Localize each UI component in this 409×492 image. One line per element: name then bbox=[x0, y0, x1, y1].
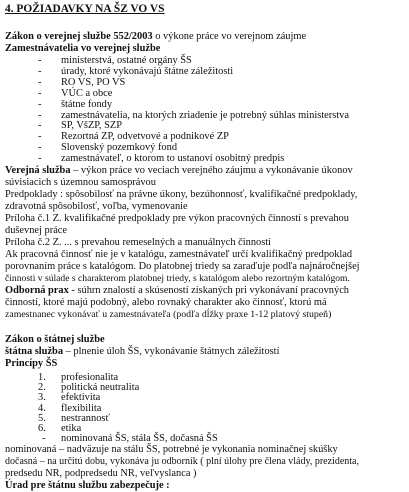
employer-item: ministerstvá, ostatné orgány ŠS bbox=[61, 55, 192, 66]
nom-line2: dočasná – na určitú dobu, vykonáva ju odborník ( plní úlohy pre člena vlády, prezidenta, bbox=[5, 456, 359, 467]
employer-item: VÚC a obce bbox=[61, 87, 113, 99]
p1-line2: súvisiacich s územnou samosprávou bbox=[5, 177, 156, 188]
principle-item: nominovaná ŠS, stála ŠS, dočasná ŠS bbox=[61, 433, 218, 445]
p5-line1: Ak pracovná činnosť nie je v katalógu, zamestnávateľ určí kvalifikačný predpoklad bbox=[5, 249, 353, 260]
employers-title: Zamestnávatelia vo verejnej službe bbox=[5, 43, 161, 54]
dash-bullet: - bbox=[38, 87, 42, 99]
law1-title-rest: o výkone práce vo verejnom záujme bbox=[152, 31, 307, 42]
ss-term: štátna služba bbox=[5, 346, 64, 357]
p6-term: Odborná prax bbox=[5, 285, 69, 296]
nom-line1: nominovaná – nadväzuje na stálu ŠS, potrebné je vykonania nominačnej skúšky bbox=[5, 444, 338, 455]
dash-bullet: - bbox=[38, 142, 42, 154]
p3-line1: Príloha č.1 Z. kvalifikačné predpoklady pre výkon pracovných činností s prevahou bbox=[5, 213, 349, 224]
employer-item: RO VS, PO VS bbox=[61, 76, 126, 88]
principle-item: profesionalita bbox=[61, 372, 119, 383]
principle-number: - bbox=[42, 433, 46, 445]
dash-bullet: - bbox=[38, 109, 42, 121]
dash-bullet: - bbox=[38, 65, 42, 77]
employer-item: SP, VšZP, SZP bbox=[61, 120, 123, 132]
principle-number: 5. bbox=[38, 412, 46, 424]
p2-line2: zdravotná spôsobilosť, voľba, vymenovanie bbox=[5, 201, 188, 212]
dash-bullet: - bbox=[38, 55, 42, 66]
dash-bullet: - bbox=[38, 153, 42, 165]
principle-number: 3. bbox=[38, 392, 46, 404]
nom-line3: predsedu NR, podpredsedu NR, veľvyslanca ) bbox=[5, 468, 197, 479]
principle-item: efektivita bbox=[61, 392, 101, 404]
p5-line2: porovnaním práce s katalógom. Do platobnej triedy sa zaraďuje podľa najnáročnejšej bbox=[5, 261, 360, 272]
p3-line2: duševnej práce bbox=[5, 225, 68, 236]
principle-item: flexibilita bbox=[61, 402, 102, 414]
employer-item: Slovenský pozemkový fond bbox=[61, 142, 178, 154]
p6-rest: - súhrn znalostí a skúseností získaných pri vykonávaní pracovných bbox=[68, 285, 350, 296]
law2-title: Zákon o štátnej službe bbox=[5, 334, 105, 345]
p1-rest: – výkon práce vo veciach verejného záujmu a vykonávanie úkonov bbox=[70, 165, 353, 176]
office-title: Úrad pre štátnu službu zabezpečuje : bbox=[5, 480, 170, 491]
principle-item: nestrannosť bbox=[61, 412, 110, 424]
employer-item: úrady, ktoré vykonávajú štátne záležitosti bbox=[61, 65, 234, 77]
p6-line1 bbox=[5, 285, 349, 297]
p2-line1: Predpoklady : spôsobilosť na právne úkony, bezúhonnosť, kvalifikačné predpoklady, bbox=[5, 189, 358, 200]
employer-item: zamestnávateľ, o ktorom to ustanoví osobitný predpis bbox=[61, 153, 285, 165]
section-heading: 4. POŽIADAVKY NA ŠZ VO VS bbox=[5, 3, 165, 15]
principle-number: 2. bbox=[38, 382, 46, 394]
dash-bullet: - bbox=[38, 98, 42, 110]
p5-line3: činnosti v súlade s charakterom platobnej triedy, s katalógom alebo rezortným katalógom. bbox=[5, 273, 350, 284]
employer-item: Rezortná ZP, odvetvové a podnikové ZP bbox=[61, 131, 229, 143]
principle-number: 1. bbox=[38, 372, 46, 383]
dash-bullet: - bbox=[38, 131, 42, 143]
p1-term: Verejná služba bbox=[5, 165, 71, 176]
p4-line1: Príloha č.2 Z. ... s prevahou remeselných a manuálnych činností bbox=[5, 237, 272, 248]
p6-line2: činností, ktoré majú podobný, alebo rovnaký charakter ako činnosť, ktorú má bbox=[5, 297, 327, 308]
employer-item: štátne fondy bbox=[61, 98, 113, 110]
p6-line3: zamestnanec vykonávať u zamestnávateľa (podľa dĺžky praxe 1-12 platový stupeň) bbox=[5, 309, 332, 320]
law1-title: Zákon o verejnej službe 552/2003 bbox=[5, 31, 153, 42]
ss-line bbox=[5, 346, 279, 358]
principles-title: Princípy ŠS bbox=[5, 358, 58, 369]
ss-rest: – plnenie úloh ŠS, vykonávanie štátnych záležitostí bbox=[63, 346, 280, 357]
principle-number: 4. bbox=[38, 402, 46, 414]
principle-item: politická neutralita bbox=[61, 382, 140, 394]
principle-number: 6. bbox=[38, 423, 46, 434]
dash-bullet: - bbox=[38, 120, 42, 132]
principle-item: etika bbox=[61, 423, 82, 434]
law1-title-line bbox=[5, 31, 306, 43]
p1-line1 bbox=[5, 165, 353, 177]
employer-item: zamestnávatelia, na ktorých zriadenie je potrebný súhlas ministerstva bbox=[61, 109, 349, 121]
dash-bullet: - bbox=[38, 76, 42, 88]
